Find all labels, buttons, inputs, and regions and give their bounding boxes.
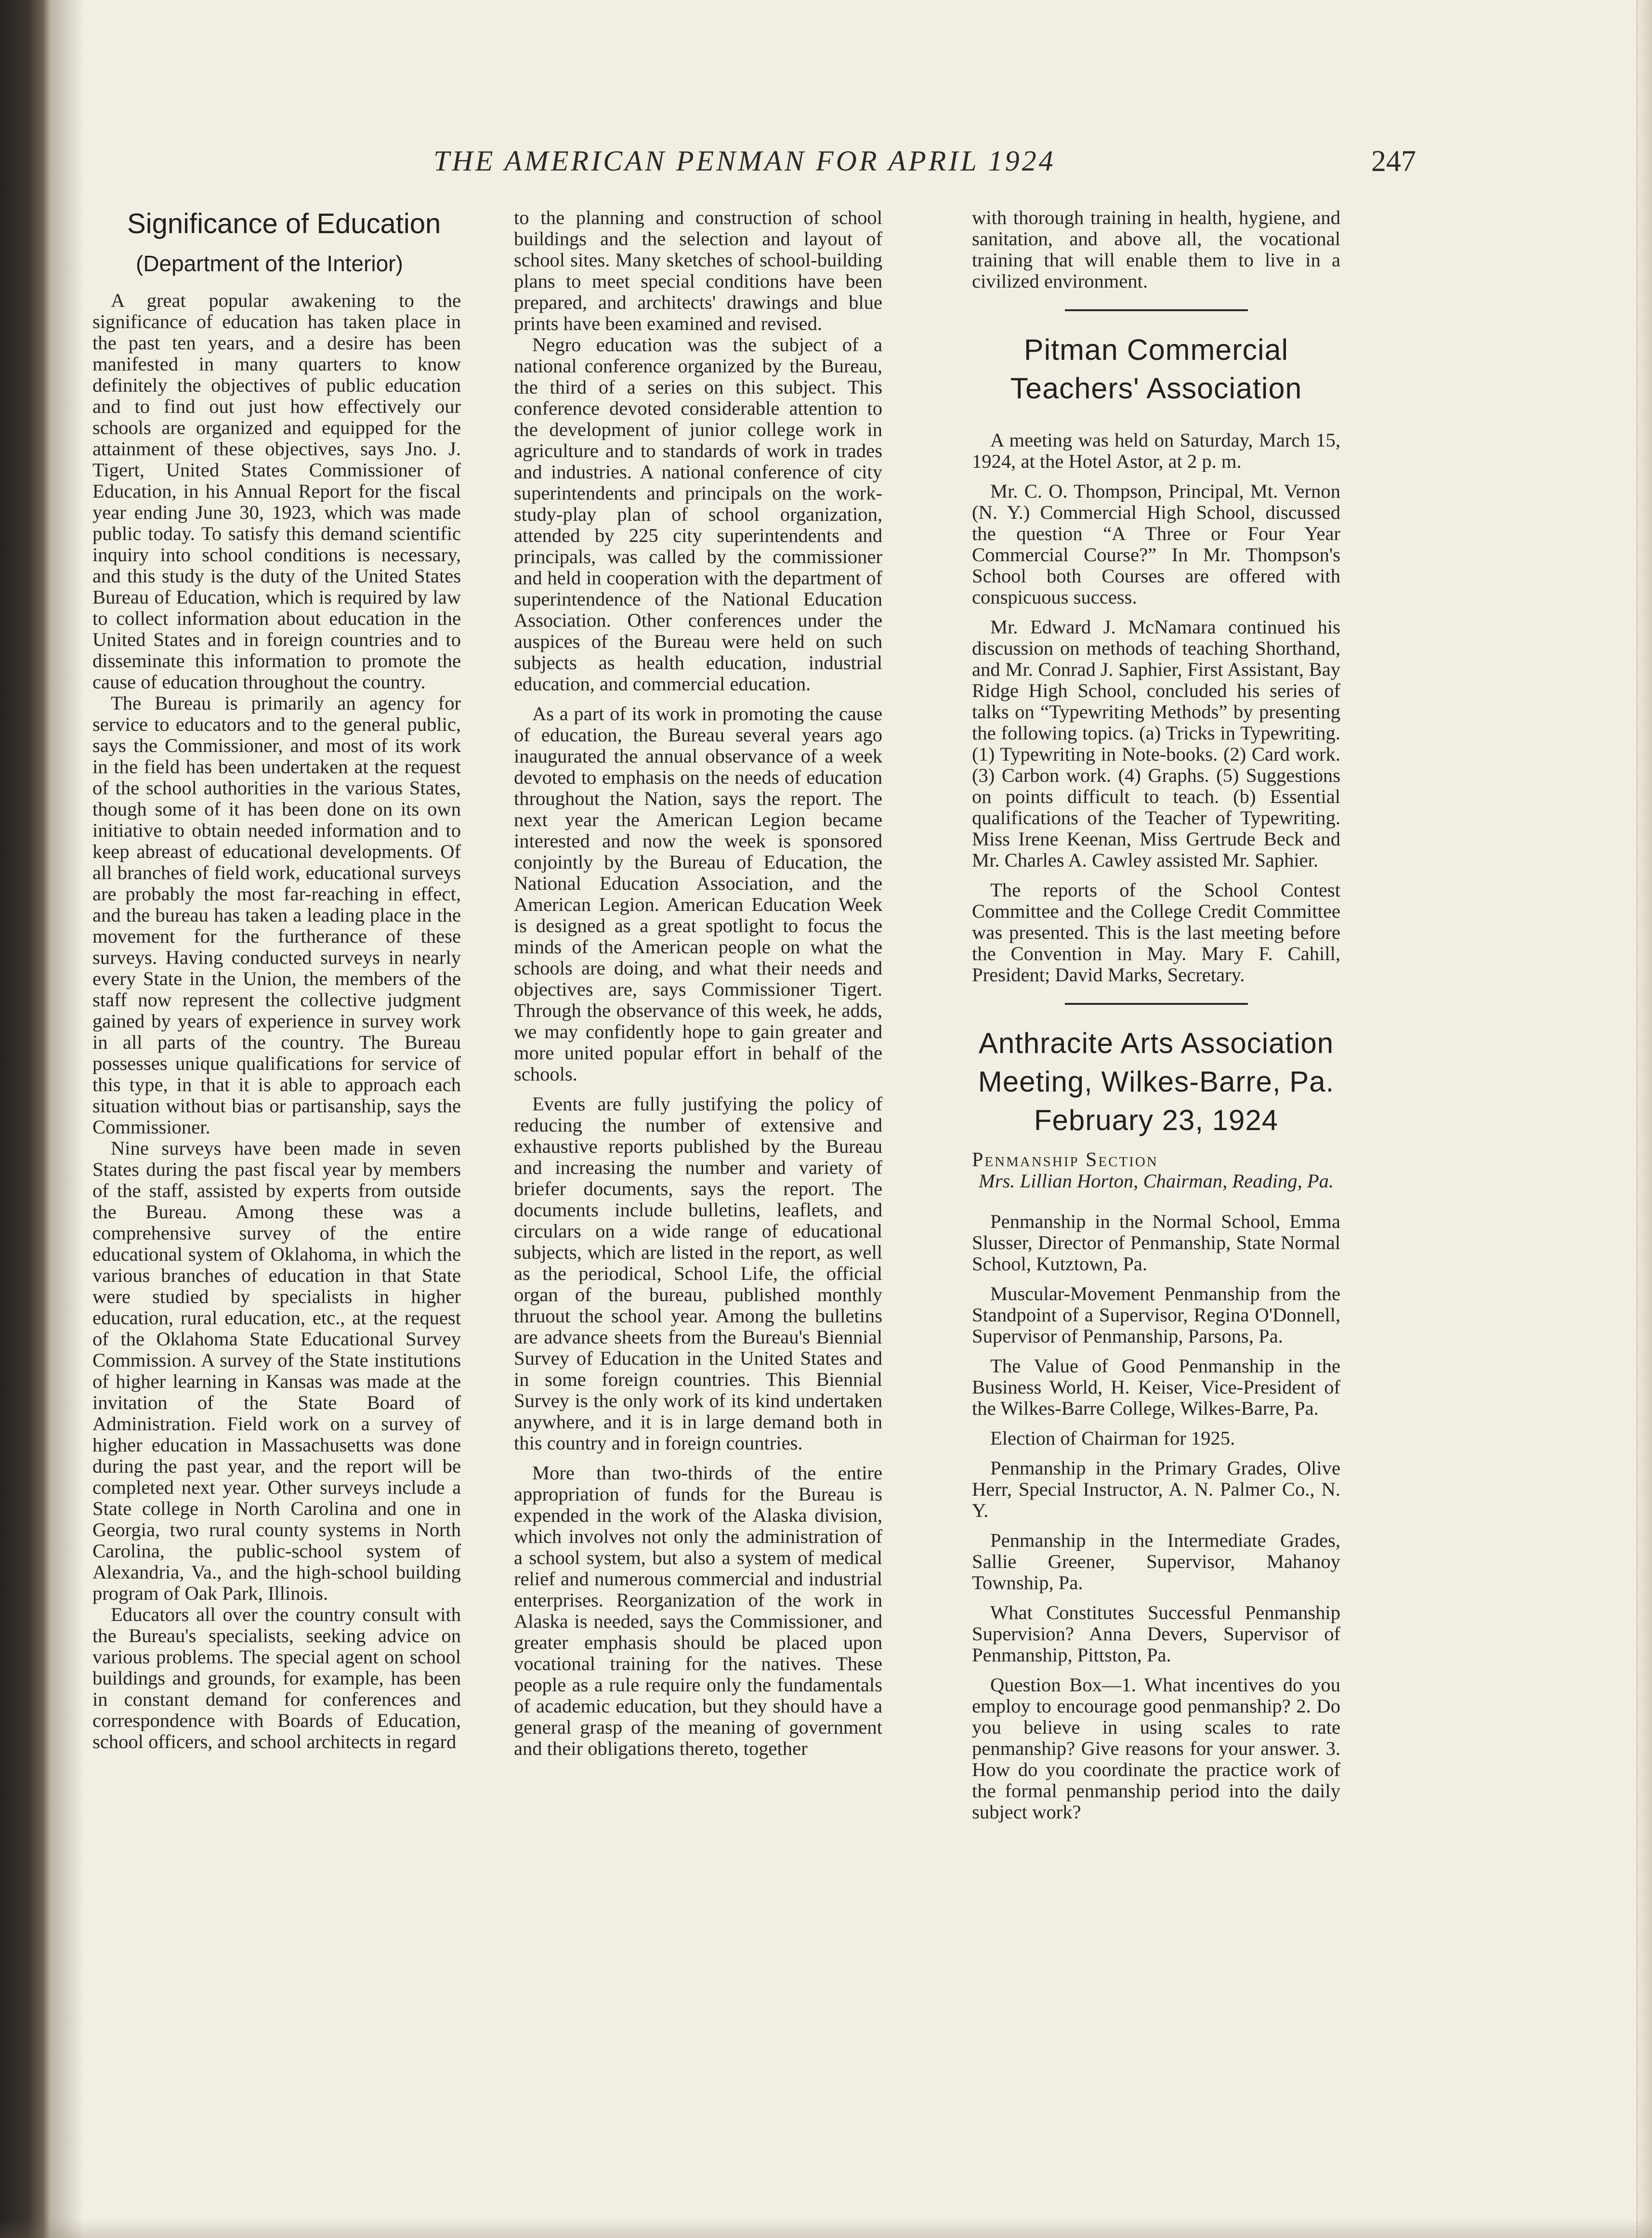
section-divider xyxy=(1065,1003,1248,1005)
paragraph: to the planning and construction of school buildings and the selection and layout of school sites. Many sketches of school-building plans to meet special conditions have been prepared, and architects' drawings and blue prints have been examined and revised. xyxy=(514,207,882,334)
article-title-pitman xyxy=(972,330,1340,408)
binding-shadow xyxy=(51,0,84,2238)
chairman-line: Mrs. Lillian Horton, Chairman, Reading, Pa. xyxy=(978,1170,1334,1192)
paragraph: The reports of the School Contest Committee and the College Credit Committee was presented. This is the last meeting before the Convention in May. Mary F. Cahill, President; David Marks, Secretary. xyxy=(972,879,1340,986)
program-item: What Constitutes Successful Penmanship Supervision? Anna Devers, Supervisor of Penmanship, Pittston, Pa. xyxy=(972,1602,1340,1666)
paragraph: More than two-thirds of the entire appropriation of funds for the Bureau is expended in the work of the Alaska division, which involves not only the administration of a school system, but also a system of medical relief and numerous commercial and industrial enterprises. Reorganization of the work in Alaska is needed, says the Commissioner, and greater emphasis should be placed upon vocational training for the natives. These people as a rule require only the fundamentals of academic education, but they should have a general grasp of the meaning of government and their obligations thereto, together xyxy=(514,1462,882,1759)
column-2 xyxy=(514,207,882,1759)
program-item: Penmanship in the Normal School, Emma Slusser, Director of Penmanship, State Normal School, Kutztown, Pa. xyxy=(972,1211,1340,1275)
page-number: 247 xyxy=(1371,145,1416,178)
article-title-significance: Significance of Education xyxy=(127,208,441,239)
program-item: Question Box—1. What incentives do you employ to encourage good penmanship? 2. Do you believe in using scales to rate penmanship? Give reasons for your answer. 3. How do you coordinate the practice work of the formal penmanship period into the daily subject work? xyxy=(972,1674,1340,1823)
title-line: Pitman Commercial xyxy=(1023,333,1289,366)
page-bottom-shadow xyxy=(0,2219,1652,2238)
program-item: Penmanship in the Primary Grades, Olive Herr, Special Instructor, A. N. Palmer Co., N. Y. xyxy=(972,1457,1340,1521)
page-edge xyxy=(1637,0,1652,2238)
program-item: The Value of Good Penmanship in the Business World, H. Keiser, Vice-President of the Wilkes-Barre College, Wilkes-Barre, Pa. xyxy=(972,1355,1340,1419)
book-binding-edge xyxy=(0,0,51,2238)
column-1 xyxy=(92,207,461,1752)
paragraph: Negro education was the subject of a national conference organized by the Bureau, the third of a series on this subject. This conference devoted considerable attention to the development of junior college work in agriculture and to standards of work in trades and industries. A national conference of city superintendents and principals on the work-study-play plan of school organization, attended by 225 city superintendents and principals, was called by the commissioner and held in cooperation with the department of superintendence of the National Education Association. Other conferences under the auspices of the Bureau were held on such subjects as health education, industrial education, and commercial education. xyxy=(514,334,882,695)
paragraph: A great popular awakening to the significance of education has taken place in the past ten years, and a desire has been manifested in many quarters to know definitely the objectives of public education and to find out just how effectively our schools are organized and equipped for the attainment of these objectives, says Jno. J. Tigert, United States Commissioner of Education, in his Annual Report for the fiscal year ending June 30, 1923, which was made public today. To satisfy this demand scientific inquiry into school conditions is necessary, and this study is the duty of the United States Bureau of Education, which is required by law to collect information about education in the United States and in foreign countries and to disseminate this information to promote the cause of education throughout the country. xyxy=(92,290,461,693)
article-subtitle-interior: (Department of the Interior) xyxy=(136,251,403,276)
program-item: Election of Chairman for 1925. xyxy=(990,1427,1235,1449)
title-line: Anthracite Arts Association xyxy=(978,1027,1334,1059)
title-line: February 23, 1924 xyxy=(1034,1104,1279,1136)
paragraph: Nine surveys have been made in seven States during the past fiscal year by members of the staff, assisted by experts from outside the Bureau. Among these was a comprehensive survey of the entire educational system of Oklahoma, in which the various branches of education in that State were studied by specialists in higher education, rural education, etc., at the request of the Oklahoma State Educational Survey Commission. A survey of the State institutions of higher learning in Kansas was made at the invitation of the State Board of Administration. Field work on a survey of higher education in Massachusetts was done during the past year, and the report will be completed next year. Other surveys include a State college in North Carolina and one in Georgia, two rural county systems in North Carolina, the public-school system of Alexandria, Va., and the high-school building program of Oak Park, Illinois. xyxy=(92,1137,461,1604)
article-title-anthracite xyxy=(972,1024,1340,1140)
paragraph: A meeting was held on Saturday, March 15, 1924, at the Hotel Astor, at 2 p. m. xyxy=(972,429,1340,472)
program-item: Penmanship in the Intermediate Grades, Sallie Greener, Supervisor, Mahanoy Township, Pa. xyxy=(972,1529,1340,1593)
section-divider xyxy=(1065,309,1248,311)
running-head: THE AMERICAN PENMAN FOR APRIL 1924 xyxy=(433,145,1056,177)
page-header xyxy=(433,145,1416,197)
paragraph: Mr. C. O. Thompson, Principal, Mt. Vernon (N. Y.) Commercial High School, discussed the question “A Three or Four Year Commercial Course?” In Mr. Thompson's School both Courses are offered with conspicuous success. xyxy=(972,480,1340,608)
paragraph: with thorough training in health, hygiene, and sanitation, and above all, the vocational training that will enable them to live in a civilized environment. xyxy=(972,207,1340,292)
section-label: Penmanship Section xyxy=(972,1149,1158,1171)
paragraph: The Bureau is primarily an agency for service to educators and to the general public, says the Commissioner, and most of its work in the field has been undertaken at the request of the school authorities in the various States, though some of it has been done on its own initiative to obtain needed information and to keep abreast of educational developments. Of all branches of field work, educational surveys are probably the most far-reaching in effect, and the bureau has taken a leading place in the movement for the furtherance of these surveys. Having conducted surveys in nearly every State in the Union, the members of the staff now represent the collective judgment gained by years of experience in survey work in all parts of the country. The Bureau possesses unique qualifications for service of this type, in that it is able to approach each situation without bias or partisanship, says the Commissioner. xyxy=(92,692,461,1138)
title-line: Meeting, Wilkes-Barre, Pa. xyxy=(978,1066,1335,1098)
paragraph: Events are fully justifying the policy of reducing the number of extensive and exhaustive reports published by the Bureau and increasing the number and variety of briefer documents, says the report. The documents include bulletins, leaflets, and circulars on a wide range of educational subjects, which are listed in the report, as well as the periodical, School Life, the official organ of the bureau, published monthly thruout the school year. Among the bulletins are advance sheets from the Bureau's Biennial Survey of Education in the United States and in some foreign countries. This Biennial Survey is the only work of its kind undertaken anywhere, and it is in large demand both in this country and in foreign countries. xyxy=(514,1093,882,1454)
column-3 xyxy=(972,207,1340,1823)
title-line: Teachers' Association xyxy=(1010,372,1302,405)
program-item: Muscular-Movement Penmanship from the Standpoint of a Supervisor, Regina O'Donnell, Supervisor of Penmanship, Parsons, Pa. xyxy=(972,1283,1340,1347)
paragraph: Mr. Edward J. McNamara continued his discussion on methods of teaching Shorthand, and Mr. Conrad J. Saphier, First Assistant, Bay Ridge High School, concluded his series of talks on “Typewriting Methods” by presenting the following topics. (a) Tricks in Typewriting. (1) Typewriting in Note-books. (2) Card work. (3) Carbon work. (4) Graphs. (5) Suggestions on points difficult to teach. (b) Essential qualifications of the Teacher of Typewriting. Miss Irene Keenan, Miss Gertrude Beck and Mr. Charles A. Cawley assisted Mr. Saphier. xyxy=(972,616,1340,871)
paragraph: Educators all over the country consult with the Bureau's specialists, seeking advice on various problems. The special agent on school buildings and grounds, for example, has been in constant demand for conferences and correspondence with Boards of Education, school officers, and school architects in regard xyxy=(92,1604,461,1752)
paragraph: As a part of its work in promoting the cause of education, the Bureau several years ago inaugurated the annual observance of a week devoted to emphasis on the needs of education throughout the Nation, says the report. The next year the American Legion became interested and now the week is sponsored conjointly by the Bureau of Education, the National Education Association, and the American Legion. American Education Week is designed as a great spotlight to focus the minds of the American people on what the schools are doing, and what their needs and objectives are, says Commissioner Tigert. Through the observance of this week, he adds, we may confidently hope to gain greater and more united popular effort in behalf of the schools. xyxy=(514,703,882,1085)
